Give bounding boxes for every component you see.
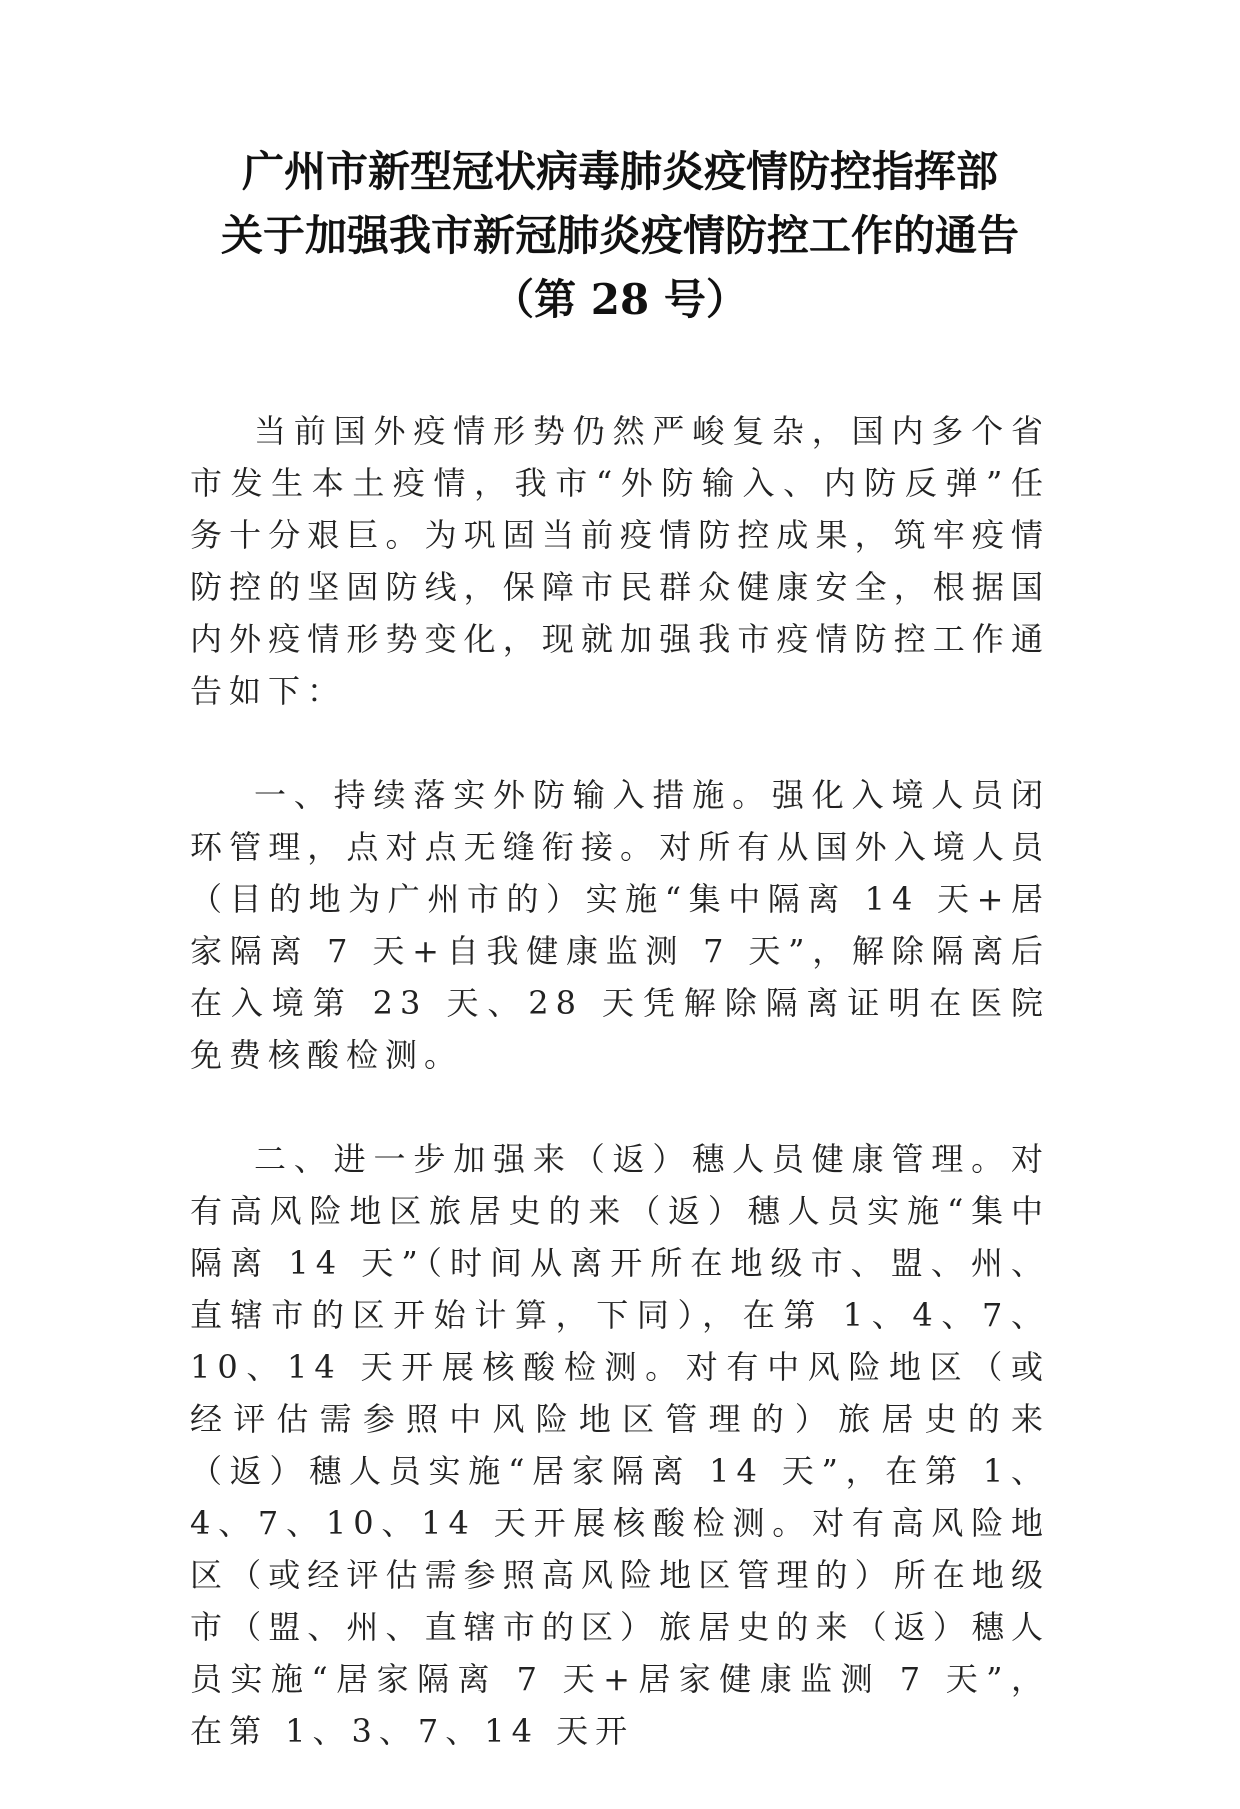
title-line-3: （第 28 号） [492,275,748,324]
section-2-paragraph: 二、进一步加强来（返）穗人员健康管理。对有高风险地区旅居史的来（返）穗人员实施“集中隔离 14 天”（时间从离开所在地级市、盟、州、直辖市的区开始计算，下同），在第 1、4、7、10、14 天开展核酸检测。对有中风险地区（或经评估需参照中风险地区管理的）旅居史的来（返）穗人员实施“居家隔离 14 天”，在第 1、4、7、10、14 天开展核酸检测。对有高风险地区（或经评估需参照高风险地区管理的）所在地级市（盟、州、直辖市的区）旅居史的来（返）穗人员实施“居家隔离 7 天+居家健康监测 7 天”，在第 1、3、7、14 天开 [190,1140,1050,1750]
document-body [190,405,1050,1809]
title-line-1: 广州市新型冠状病毒肺炎疫情防控指挥部 [241,147,998,196]
section-1-paragraph: 一、持续落实外防输入措施。强化入境人员闭环管理，点对点无缝衔接。对所有从国外入境人员（目的地为广州市的）实施“集中隔离 14 天+居家隔离 7 天+自我健康监测 7 天”，解除隔离后在入境第 23 天、28 天凭解除隔离证明在医院免费核酸检测。 [190,776,1050,1074]
document-title [0,140,1240,332]
title-line-2: 关于加强我市新冠肺炎疫情防控工作的通告 [220,211,1019,260]
intro-paragraph: 当前国外疫情形势仍然严峻复杂，国内多个省市发生本土疫情，我市“外防输入、内防反弹”任务十分艰巨。为巩固当前疫情防控成果，筑牢疫情防控的坚固防线，保障市民群众健康安全，根据国内外疫情形势变化，现就加强我市疫情防控工作通告如下： [190,412,1050,710]
